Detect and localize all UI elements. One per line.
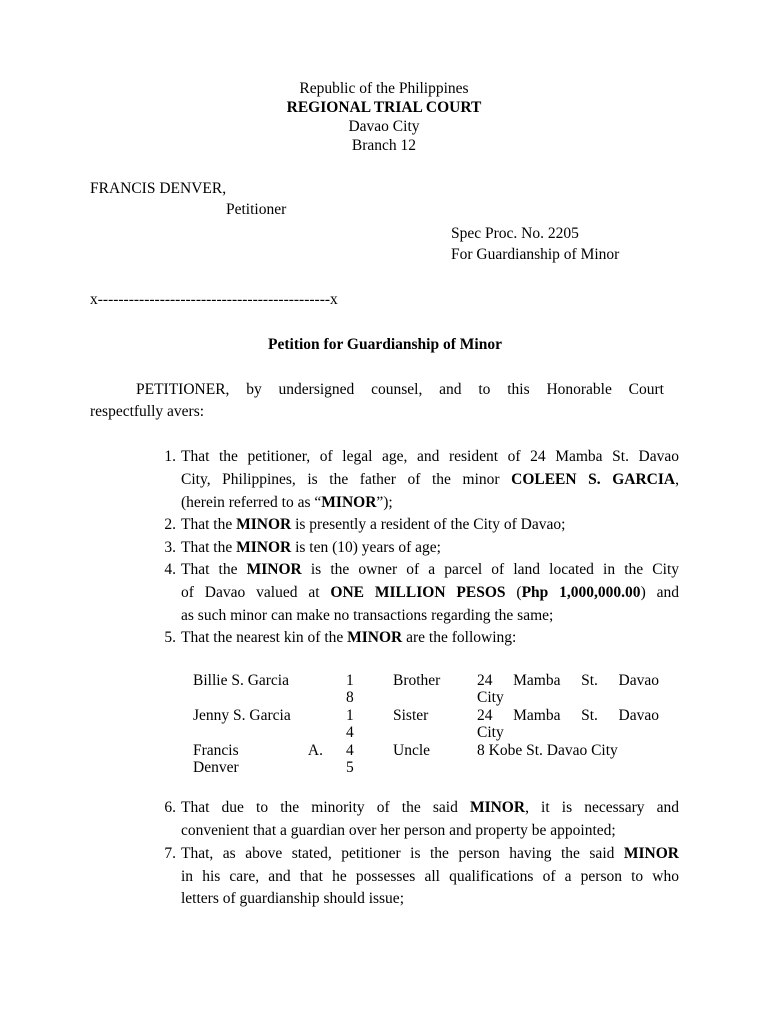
header-branch: Branch 12	[351, 137, 417, 154]
land-value-words: ONE MILLION PESOS	[330, 584, 506, 601]
caption-separator: x---------------------------------------------x	[90, 291, 338, 308]
item-4-number: 4.	[164, 561, 176, 578]
item-7-number: 7.	[164, 845, 176, 862]
item-1-text: (herein referred to as “	[181, 494, 322, 511]
item-3-number: 3.	[164, 539, 176, 556]
item-1-number: 1.	[164, 448, 176, 465]
kin-age: 5	[346, 759, 354, 776]
kin-age: 1	[346, 672, 354, 689]
item-1-text: ,	[675, 471, 679, 488]
item-6-line-1	[181, 799, 679, 817]
minor-term: MINOR	[246, 561, 302, 578]
kin-address: City	[477, 689, 504, 706]
minor-term: MINOR	[623, 845, 679, 862]
kin-address: 8 Kobe St. Davao City	[477, 742, 618, 759]
kin-age: 1	[346, 707, 354, 724]
item-5-text: are the following:	[402, 629, 517, 646]
item-3-text: That the	[181, 539, 237, 556]
item-4-text: ) and	[640, 584, 679, 601]
minor-term: MINOR	[347, 629, 403, 646]
item-4-text: is the owner of a parcel of land located in the City	[301, 561, 679, 578]
item-4-text: That the	[181, 561, 247, 578]
intro-text-1: PETITIONER, by undersigned counsel, and to this Honorable Court	[136, 381, 664, 398]
item-2-text: That the	[181, 516, 237, 533]
item-6-number: 6.	[164, 799, 176, 816]
kin-name: Jenny S. Garcia	[193, 707, 291, 724]
minor-term: MINOR	[469, 799, 526, 816]
document-title: Petition for Guardianship of Minor	[268, 336, 502, 353]
item-7-line-1	[181, 845, 679, 863]
item-7-text: That, as above stated, petitioner is the person having the said	[181, 845, 624, 862]
item-4-line-1	[181, 561, 679, 579]
item-6-text: That due to the minority of the said	[181, 799, 470, 816]
item-1-line-2	[181, 471, 679, 489]
item-1-line-1: That the petitioner, of legal age, and resident of 24 Mamba St. Davao	[181, 448, 679, 465]
intro-paragraph-line-1	[90, 381, 664, 399]
item-2-line-1	[181, 516, 679, 534]
item-3-text: is ten (10) years of age;	[291, 539, 441, 556]
kin-age: 4	[346, 742, 354, 759]
item-2-number: 2.	[164, 516, 176, 533]
kin-relation: Sister	[393, 707, 429, 724]
intro-paragraph-line-2: respectfully avers:	[90, 403, 205, 420]
header-republic: Republic of the Philippines	[299, 80, 469, 97]
header-city: Davao City	[348, 118, 420, 135]
minor-term: MINOR	[236, 516, 292, 533]
petitioner-name: FRANCIS DENVER,	[90, 180, 227, 197]
item-1-text: City, Philippines, is the father of the minor	[181, 471, 512, 488]
minor-full-name: COLEEN S. GARCIA	[511, 471, 676, 488]
minor-term: MINOR	[321, 494, 377, 511]
item-6-line-2: convenient that a guardian over her person and property be appointed;	[181, 822, 616, 839]
kin-name: Francis A.	[193, 742, 323, 759]
petitioner-role: Petitioner	[226, 201, 287, 218]
item-1-line-3	[181, 494, 679, 512]
kin-age: 4	[346, 724, 354, 741]
item-5-text: That the nearest kin of the	[181, 629, 348, 646]
kin-age: 8	[346, 689, 354, 706]
kin-relation: Brother	[393, 672, 441, 689]
item-4-line-2	[181, 584, 679, 602]
item-4-line-3: as such minor can make no transactions regarding the same;	[181, 607, 554, 624]
item-5-line-1	[181, 629, 679, 647]
item-4-text: of Davao valued at	[181, 584, 331, 601]
item-2-text: is presently a resident of the City of Davao;	[291, 516, 566, 533]
land-value-amount: Php 1,000,000.00	[521, 584, 641, 601]
kin-name: Billie S. Garcia	[193, 672, 289, 689]
item-6-text: , it is necessary and	[525, 799, 679, 816]
item-7-line-2: in his care, and that he possesses all qualifications of a person to who	[181, 868, 679, 885]
item-5-number: 5.	[164, 629, 176, 646]
minor-term: MINOR	[236, 539, 292, 556]
kin-relation: Uncle	[393, 742, 431, 759]
kin-name: Denver	[193, 759, 239, 776]
kin-address: 24 Mamba St. Davao	[477, 707, 659, 724]
item-1-text: ”);	[376, 494, 393, 511]
case-type: For Guardianship of Minor	[451, 246, 620, 263]
item-4-text: (	[505, 584, 522, 601]
case-number: Spec Proc. No. 2205	[451, 225, 579, 242]
header-court-name: REGIONAL TRIAL COURT	[286, 99, 482, 116]
item-3-line-1	[181, 539, 679, 557]
kin-address: City	[477, 724, 504, 741]
kin-address: 24 Mamba St. Davao	[477, 672, 659, 689]
item-7-line-3: letters of guardianship should issue;	[181, 890, 404, 907]
